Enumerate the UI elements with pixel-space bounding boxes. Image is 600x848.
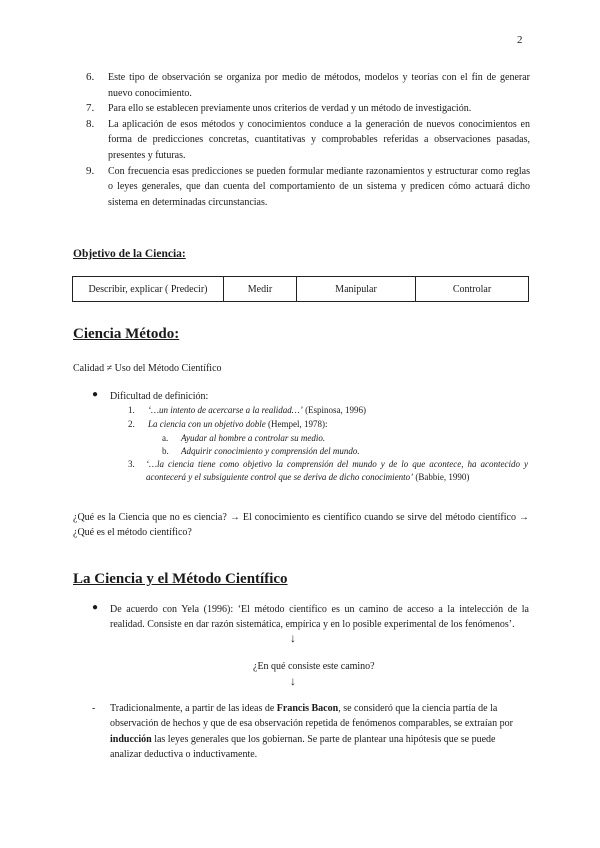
ciencia-metodo-heading: Ciencia Método: xyxy=(73,326,180,342)
down-arrow-icon: ↓ xyxy=(290,674,296,688)
bacon-text-1: Tradicionalmente, a partir de las ideas de xyxy=(110,703,277,714)
camino-question: ¿En qué consiste este camino? xyxy=(253,661,375,672)
subdef-text: Adquirir conocimiento y comprensión del mundo. xyxy=(181,446,360,456)
list-item xyxy=(86,101,530,117)
subdef-text: Ayudar al hombre a controlar su medio. xyxy=(181,433,326,443)
numbered-list xyxy=(86,70,530,210)
dash-marker: - xyxy=(92,703,96,714)
question-paragraph: ¿Qué es la Ciencia que no es ciencia? → El conocimiento es científico cuando se sirve del método científico → ¿Qué es el método científico? xyxy=(73,512,529,539)
def-source: (Hempel, 1978): xyxy=(265,419,328,429)
def-quote: ‘…un intento de acercarse a la realidad…’ xyxy=(148,405,303,415)
list-item-number: 7. xyxy=(86,102,95,115)
list-item-text: Con frecuencia esas predicciones se pueden formular mediante razonamientos y estructurar como reglas o leyes generales, que dan cuenta del comportamiento de un sistema y predicen cómo actuará dicho sistema en determinadas circunstancias. xyxy=(108,165,530,208)
def-quote: La ciencia con un objetivo doble xyxy=(148,419,266,429)
list-item-text: Para ello se establecen previamente unos criterios de verdad y un método de investigación. xyxy=(108,103,472,115)
def-item xyxy=(148,404,366,417)
list-item xyxy=(86,117,530,164)
objetivo-heading: Objetivo de la Ciencia: xyxy=(73,248,186,260)
def-number: 2. xyxy=(128,419,135,429)
subdef-letter: b. xyxy=(162,446,169,456)
down-arrow-icon: ↓ xyxy=(290,631,296,645)
list-item xyxy=(86,164,530,211)
objetivo-table xyxy=(72,276,529,302)
bacon-bold-name: Francis Bacon xyxy=(276,703,339,714)
def-number: 3. xyxy=(128,459,135,469)
list-item xyxy=(86,70,530,101)
def-item xyxy=(146,458,528,484)
list-item-text: Este tipo de observación se organiza por medio de métodos, modelos y teorías con el fin de generar nuevo conocimiento. xyxy=(108,72,530,99)
list-item-number: 8. xyxy=(86,117,95,130)
bacon-paragraph xyxy=(110,701,529,763)
induccion-bold: inducción xyxy=(110,733,152,745)
def-source: (Babbie, 1990) xyxy=(413,472,470,482)
ciencia-y-metodo-heading: La Ciencia y el Método Científico xyxy=(73,571,288,587)
list-item-number: 9. xyxy=(86,164,95,177)
def-quote: ‘…la ciencia tiene como objetivo la comprensión del mundo y de lo que acontece, ha acontecido y acontecerá y el subsiguiente control que se deriva de dicho conocimiento’ xyxy=(146,459,528,482)
subdef-letter: a. xyxy=(162,433,169,443)
bacon-text-3: las leyes generales que los gobiernan. Se parte de plantear una hipótesis que se puede analizar deductiva o inductivamente. xyxy=(110,733,496,761)
bullet-icon: ● xyxy=(92,602,99,613)
bullet-icon: ● xyxy=(92,389,99,400)
list-item-text: La aplicación de esos métodos y conocimientos conduce a la generación de nuevos conocimientos en forma de predicciones concretas, cuantitativas y comprobables referidas a observaciones pasadas, presentes y futuras. xyxy=(108,118,530,161)
page-number: 2 xyxy=(517,34,523,46)
calidad-text: Calidad ≠ Uso del Método Científico xyxy=(73,363,222,374)
def-source: (Espinosa, 1996) xyxy=(302,405,367,415)
objetivo-cell: Manipular xyxy=(297,277,416,301)
def-item xyxy=(148,418,327,431)
objetivo-cell: Controlar xyxy=(452,283,492,295)
list-item-number: 6. xyxy=(86,71,95,83)
bacon-text-2: , se consideró que la ciencia partía de la observación de hechos y que de esa observación repetida de fenómenos comparables, se extraían por xyxy=(110,703,513,730)
yela-paragraph: De acuerdo con Yela (1996): ‘El método científico es un camino de acceso a la intelección de la realidad. Consiste en dar razón sistemática, empírica y en lo posible experimental de los fenómenos’. xyxy=(110,604,529,631)
dificultad-text: Dificultad de definición: xyxy=(110,391,209,402)
def-number: 1. xyxy=(128,405,135,415)
objetivo-cell: Describir, explicar ( Predecir) xyxy=(73,277,224,301)
objetivo-cell: Medir xyxy=(224,277,297,301)
